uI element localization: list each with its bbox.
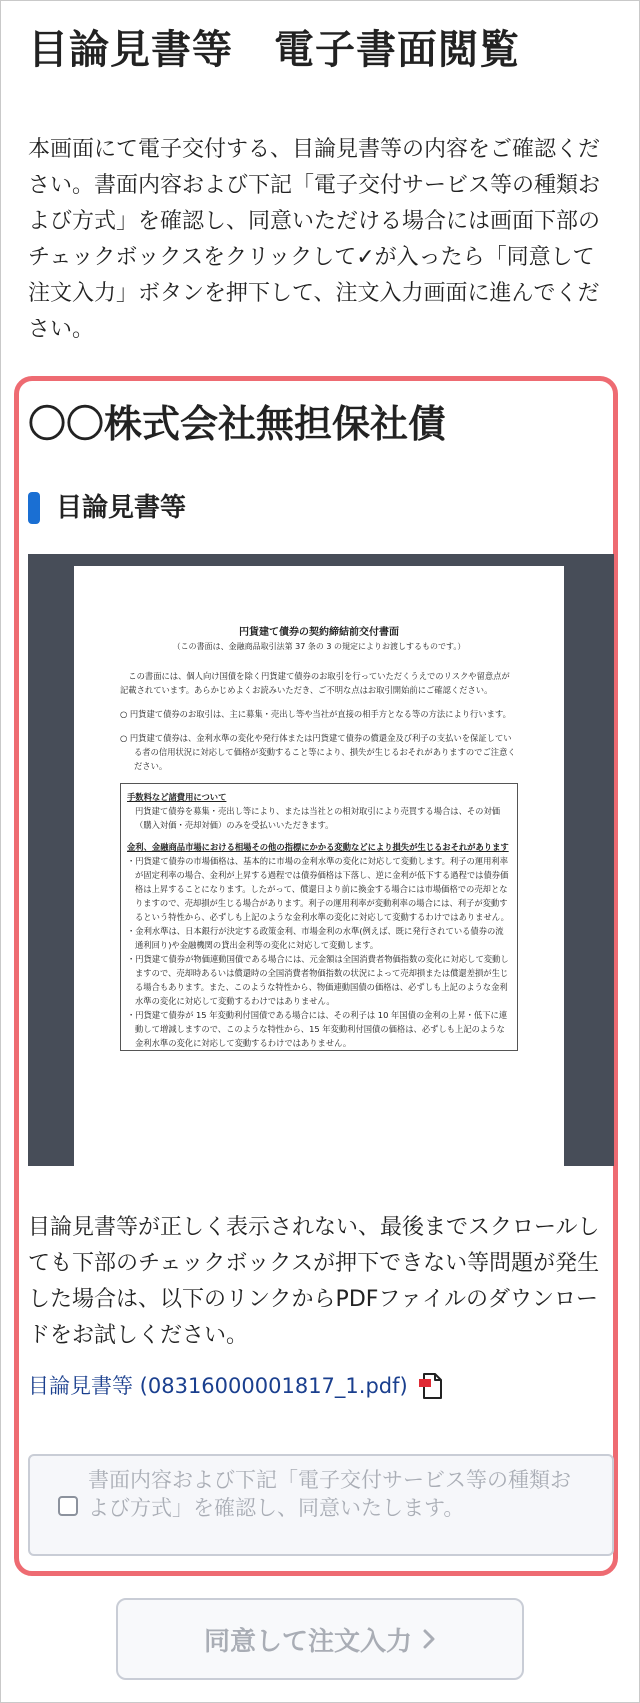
section-label: 目論見書等 <box>56 493 187 523</box>
bond-name: 〇〇株式会社無担保社債 <box>28 402 447 446</box>
agree-submit-button[interactable] <box>116 1598 524 1680</box>
document-bullet: ○ 円貨建て債券は、金利水準の変化や発行体または円貨建て債券の償還金及び利子の支払いを保証している者の信用状況に対応して価格が変動すること等により、損失が生じるおそれがありますのでご注意ください。 <box>120 733 516 771</box>
risk-item: ・円貨建て債券が物価連動国債である場合には、元金額は全国消費者物価指数の変化に対応して変動しますので、売却時あるいは償還時の全国消費者物価指数の状況によって売却損または償還差損が生じる場合もあります。また、このような特性から、物価連動国債の価格は、必ずしも上記のような金利水準の変化に対応して変動するわけではありません。 <box>127 954 509 1006</box>
chevron-right-icon <box>422 1628 436 1650</box>
risk-item: ・金利水準は、日本銀行が決定する政策金利、市場金利の水準(例えば、既に発行されている債券の流通利回り)や金融機関の貸出金利等の変化に対応して変動します。 <box>127 926 504 950</box>
section-accent-bar <box>28 492 40 524</box>
document-intro: この書面には、個人向け国債を除く円貨建て債券のお取引を行っていただくうえでのリスクや留意点が記載されています。あらかじめよくお読みいただき、ご不明な点はお取引開始前にご確認ください。 <box>120 671 510 695</box>
download-notice: 目論見書等が正しく表示されない、最後までスクロールしても下部のチェックボックスが押下できない等問題が発生した場合は、以下のリンクからPDFファイルのダウンロードをお試しください。 <box>28 1215 600 1348</box>
document-subtitle: （この書面は、金融商品取引法第 37 条の 3 の規定によりお渡しするものです。） <box>172 642 466 651</box>
pdf-download-link[interactable] <box>28 1370 444 1402</box>
document-viewer[interactable] <box>28 554 614 1166</box>
fees-text: 円貨建て債券を募集・売出し等により、または当社との相対取引により売買する場合は、その対価（購入対価・売却対価）のみを受払いいただきます。 <box>135 806 501 830</box>
risk-item: ・円貨建て債券の市場価格は、基本的に市場の金利水準の変化に対応して変動します。利子の運用利率が固定利率の場合、金利が上昇する過程では債券価格は下落し、逆に金利が低下する過程では債券価格は上昇することになります。したがって、償還日より前に換金する場合には市場価格での売却となりますので、売却損が生じる場合があります。利子の運用利率が変動利率の場合には、利子が変動するという特性から、必ずしも上記のような金利水準の変化に対応して変動するわけではありません。 <box>127 856 509 922</box>
agree-label: 書面内容および下記「電子交付サービス等の種類および方式」を確認し、同意いたします。 <box>88 1468 571 1520</box>
fees-heading: 手数料など諸費用について <box>127 792 227 802</box>
risk-item: ・円貨建て債券が 15 年変動利付国債である場合には、その利子は 10 年国債の金利の上昇・低下に連動して増減しますので、このような特性から、15 年変動利付国債の価格は、必ずしも上記のような金利水準の変化に対応して変動するわけではありません。 <box>127 1010 508 1048</box>
document-title: 円貨建て債券の契約締結前交付書面 <box>239 627 399 638</box>
pdf-link-label: 目論見書等 (08316000001817_1.pdf) <box>28 1374 408 1398</box>
intro-text: 本画面にて電子交付する、目論見書等の内容をご確認ください。書面内容および下記「電子交付サービス等の種類および方式」を確認し、同意いただける場合には画面下部のチェックボックスをクリックして✓が入ったら「同意して注文入力」ボタンを押下して、注文入力画面に進んでください。 <box>28 137 601 342</box>
submit-label: 同意して注文入力 <box>203 1626 412 1657</box>
document-box <box>120 783 518 1051</box>
agree-checkbox[interactable] <box>58 1496 78 1516</box>
document-page <box>74 566 564 1166</box>
agree-checkbox-row[interactable] <box>28 1454 614 1556</box>
document-bullet: ○ 円貨建て債券のお取引は、主に募集・売出し等や当社が直接の相手方となる等の方法により行います。 <box>120 709 511 719</box>
page-title: 目論見書等 電子書面閲覧 <box>28 27 520 73</box>
pdf-file-icon <box>418 1371 444 1401</box>
risk-heading: 金利、金融商品市場における相場その他の指標にかかる変動などにより損失が生じるおそれがあります <box>127 842 509 852</box>
